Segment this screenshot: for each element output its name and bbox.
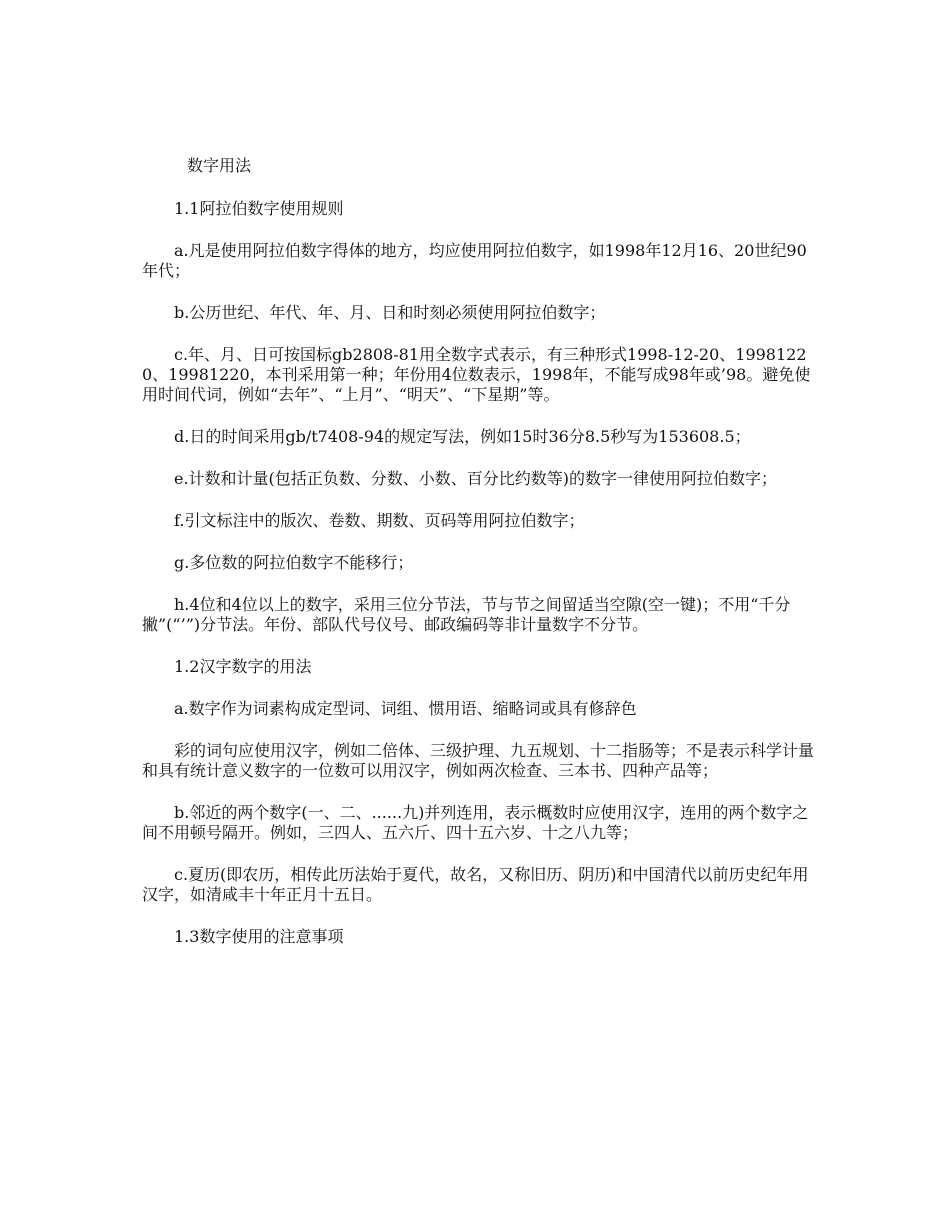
paragraph: e.计数和计量(包括正负数、分数、小数、百分比约数等)的数字一律使用阿拉伯数字；: [174, 469, 778, 488]
document-title: 数字用法: [187, 156, 252, 175]
paragraph: 彩的词句应使用汉字，例如二倍体、三级护理、九五规划、十二指肠等；不是表示科学计量和具有统计意义数字的一位数可以用汉字，例如两次检查、三本书、四种产品等；: [142, 741, 815, 780]
paragraph: b.公历世纪、年代、年、月、日和时刻必须使用阿拉伯数字；: [174, 303, 606, 322]
paragraph: a.凡是使用阿拉伯数字得体的地方，均应使用阿拉伯数字，如1998年12月16、20世纪90年代；: [142, 241, 807, 280]
paragraph: c.夏历(即农历，相传此历法始于夏代，故名，又称旧历、阴历)和中国清代以前历史纪年用汉字，如清咸丰十年正月十五日。: [142, 865, 809, 904]
paragraph: f.引文标注中的版次、卷数、期数、页码等用阿拉伯数字；: [174, 511, 585, 530]
section-heading-1-3: 1.3数字使用的注意事项: [174, 927, 344, 946]
paragraph: d.日的时间采用gb/t7408-94的规定写法，例如15时36分8.5秒写为153608.5；: [174, 427, 751, 446]
section-heading-1-2: 1.2汉字数字的用法: [174, 657, 312, 676]
paragraph: c.年、月、日可按国标gb2808-81用全数字式表示，有三种形式1998-12-20、19981220、19981220，本刊采用第一种；年份用4位数表示，1998年，不能写成98年或’98。避免使用时间代词，例如“去年”、“上月”、“明天”、“下星期”等。: [142, 345, 811, 404]
paragraph: b.邻近的两个数字(一、二、......九)并列连用，表示概数时应使用汉字，连用的两个数字之间不用顿号隔开。例如，三四人、五六斤、四十五六岁、十之八九等；: [142, 803, 809, 842]
section-heading-1-1: 1.1阿拉伯数字使用规则: [174, 199, 344, 218]
paragraph: a.数字作为词素构成定型词、词组、惯用语、缩略词或具有修辞色: [174, 699, 637, 718]
document-body: [142, 156, 814, 969]
paragraph: g.多位数的阿拉伯数字不能移行；: [174, 553, 414, 572]
paragraph: h.4位和4位以上的数字，采用三位分节法，节与节之间留适当空隙(空一键)；不用“千分撇”(“’”)分节法。年份、部队代号仪号、邮政编码等非计量数字不分节。: [142, 595, 791, 634]
